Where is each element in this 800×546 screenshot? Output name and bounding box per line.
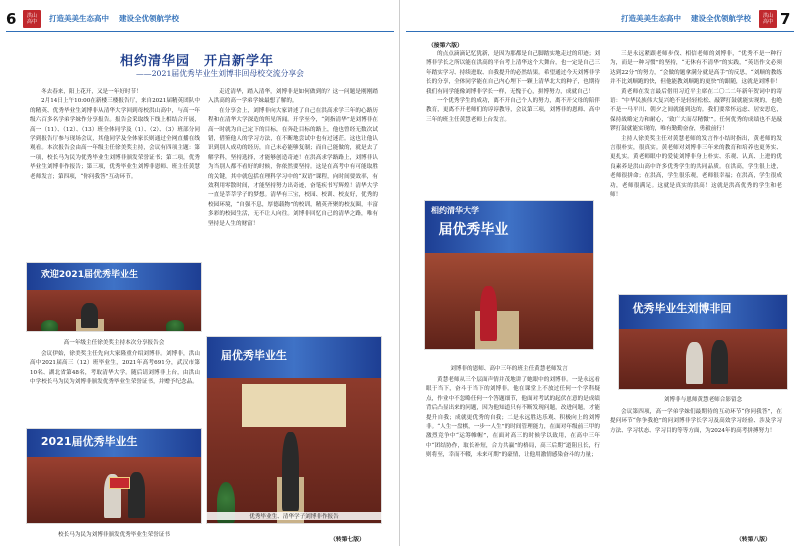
school-logo-icon: 洪山 高中: [759, 10, 777, 28]
paragraph: 黄老师在发言最后借用习近平主席在二〇二二年新年贺词中的寄语：“中华民族伟大复兴绝不是轻轻松松、敲锣打鼓就能实现的，也绝不是一马平川、朝夕之间就能到达的。我们要常怀远虑、居安思危，保持战略定力和耐心，‘致广大而尽精微’”。任何优秀的成绩也不是敲锣打鼓就能实现的，唯有勤勤奋奋，勇毅前行！: [610, 88, 782, 133]
header-slogan-left-1: 打造美美生态高中: [49, 14, 109, 23]
article-column-1b: [30, 350, 200, 424]
paragraph: 会议伊始，徐美奖主任先向大家隆重介绍刘博非。刘博非，洪山高中2021届高三（12）班毕业生，2021年高考691分，武汉市第10名、湖北省第48名，考取清华大学。随后请刘博非上台，由洪山中学校长马为民为刘博非颁发优秀毕业生荣誉证书，并赠予纪念品。: [30, 351, 200, 386]
article-column-4: [610, 50, 782, 290]
article-column-4b: [610, 408, 782, 528]
paragraph: 的点点滴滴记忆犹新，是因为那都是自己脚踏实地走过的印迹；刘博非学长之所以能在洪高的平台考上清华这个大舞台，也一定是自己三年踏实学习、持续进取、自我提升的必然结果。希望通过今天刘博非学长的分享，全体同学能在自己内心埋下一颗上清华北大的种子，也期待我们有同学能像刘博非学长一样，无愧于心，拼博努力，成就自己！: [426, 51, 600, 95]
header-slogan-right-1: 打造美美生态高中: [621, 14, 681, 23]
school-logo-icon: 洪山 高中: [23, 10, 41, 28]
article-column-3b: [426, 376, 600, 540]
header-slogan-right-2: 建设全优领航学校: [691, 14, 751, 23]
photo-caption: 高一年级主任徐美奖主持本次分享报告会: [63, 340, 165, 346]
paragraph: 2月14日上午10:00在新楼三楼报告厅，来自2021届精英团队中的精英、优秀毕业生刘博非从清华大学回到母校洪山高中，与高一年级六百多名学弟学妹作分享报告。报告会采取线下线上相结合开展，高一（11）、（12）、（13）班全体同学及（1）、（2）、（3）班部分同学到报告厅参与现场会议，其他同学及全体家长则通过全网直播在线观看。本次报告会由高一年级主任徐美奖主持，会议有四项主题：第一项，校长马为民为优秀毕业生刘博非颁发荣誉证书；第二项，优秀毕业生刘博非作报告；第三项，优秀毕业生刘博非恩师、班主任黄慧老师发言；第四项，“你问我答”互动环节。: [30, 98, 200, 180]
photo-caption: 刘博非的恩师、高中三年的班主任黄慧老师发言: [450, 366, 568, 372]
continued-from-page-six: （接第六版）: [428, 43, 463, 49]
paragraph: 一个优秀学生的成功，离不开自己个人的努力，离不开父母的陪伴教育，更离不开老师们的谆谆教导，会议第三项，刘博非的恩师、高中三年的班主任黄慧老师上台发言。: [426, 98, 600, 123]
photo-certificate-award: 2021届优秀毕业生: [26, 428, 202, 524]
photo-teacher-speech: 届优秀毕业 相约清华大学: [424, 200, 594, 350]
photo-caption: 优秀毕业生、清华学子刘博非作报告: [206, 512, 382, 520]
paragraph: 三是永远紧跟老师步伐、相信老师的刘博非，“优秀不是一种行为，而是一种习惯”的坚持，“无休有不清华”的实践，“英语作文必须达到22分”的努力，“会做的题拿满分就是高手”的反思，“刘顺的教练并不比刘顺跑的快，但他能教刘顺跑的更快”的跟随，这就是刘博非！: [610, 51, 782, 86]
photo-host-speaking: 欢迎2021届优秀毕业生: [26, 262, 202, 332]
article-column-1: [30, 88, 200, 260]
page-seven: [400, 0, 800, 546]
paragraph: 在分享会上，刘博非向大家讲述了自己在洪高求学三年的心路历程和在清华大学深造的所见所闻。开学至今，“剑指清华”是刘博非在高一时就为自己定下的目标，在奔赴目标的路上，他也曾经无数次试错，借鉴他人的学习方法，在不断地尝试中也有过迷茫。这也让他认识到别人成功的经历，自己未必能够复制；而自己能做的，就是去了解学科，坚持选择，才能够创造奇迹！在洪高求学路路上，刘博非认为当别人都不看好的时候，你依然要坚持。这是在高考中有可能取胜的关键，其中就包括在理科学习中的“双语”课程，向时间要效率，有效利用零散时间，才能坚持努力出奇迹，奋笔疾书写辉煌！清华大学一直是莘莘学子的梦想。清华有三宝，校园、校训、校友好，优秀的校园环境，“自强不息，厚德载物”的校训，精英齐聚的校友圈，丰富多彩的校园生活，无不让人向往。刘博非回忆自己的清华之路，唯有坚持是人生的财富！: [208, 107, 378, 227]
photo-caption: 校长马为民为刘博非颁发优秀毕业生荣誉证书: [58, 532, 170, 538]
photo-student-report: 届优秀毕业生: [206, 336, 382, 524]
page-header-right: [406, 6, 794, 32]
paragraph: 会议第四项，高一学弟学妹们最期待的互动环节“你问我答”，在提问环节“你争我抢”的问刘博非学长学习及高效学习经验、涉及学习方法、学习状态、学习目的等等方面，为2024年的高考拼搏努力！: [610, 409, 782, 434]
photo-caption: 刘博非与恩师黄慧老师合影留念: [663, 397, 743, 403]
paragraph: 主持人徐美奖主任对黄慧老师的发言作小结时指出，黄老师的发言很朴实，很真实。黄老师对刘博非三年来的教育和培养也更务实、更扎实。黄老师眼中的爱徒刘博非身上朴实、乐观、认真、上进的优良素养是洪山高中许多优秀学生的共同品质。在洪高，学生很上进，老师很拼命；在洪高，学生很乐观，老师很幸福；在洪高，学生很成功，老师很满足。这就是真实的洪高！这就是洪高优秀的学生和老师！: [610, 135, 782, 199]
page-number-right: 7: [780, 9, 791, 28]
photo-stamp-text: 相约清华大学: [431, 206, 479, 215]
article-column-3: [426, 50, 600, 198]
article-subtitle: ——2021届优秀毕业生刘博非回母校交流分享会: [136, 69, 304, 78]
article-title: 相约清华园 开启新学年: [120, 54, 275, 69]
header-slogan-left-2: 建设全优领航学校: [119, 14, 179, 23]
paragraph: 走近清华，踏入清华，刘博非是如何做到的？这一问题是刚刚踏入洪高的高一学弟学妹最想了解的。: [208, 89, 378, 105]
continued-to-page-seven: （转第七版）: [330, 537, 365, 543]
article-column-2: [208, 88, 378, 332]
photo-group-portrait: 优秀毕业生刘博非回: [618, 294, 788, 390]
continued-to-page-eight: （转第八版）: [736, 537, 771, 543]
paragraph: 冬去春来，阳上花开，又是一年好时节！: [41, 89, 142, 95]
page-header-left: [6, 6, 394, 32]
page-number-left: 6: [6, 9, 17, 28]
paragraph: 黄慧老师从三个层面声情并茂地讲了她眼中的刘博非。一是永远看眼于当下，奋斗于当下的刘博非。他在课堂上不放过任何一个学科疑点，作业中不忽略任何一个答题细节，他面对考试的起伏在意的是成绩背后凸显出来的问题，因为他知道只有不断发现问题，改进问题，才能提升自我；成就更优秀的自我；二是永远胜达乐观、积极向上的刘博非。“人生一盘棋，一步一人生”的时间管理能力，在面对年级前三甲的激烈竞争中“运筹帷幄”，在面对高三的时候学以致用，在高中三年中“团结协作，取长补短，合力共赢”的格局，高三后期“道阻且长，行则将至，幸而不輟，未来可期”的豪情，让他用激情感染奋斗的力量；: [426, 377, 600, 459]
